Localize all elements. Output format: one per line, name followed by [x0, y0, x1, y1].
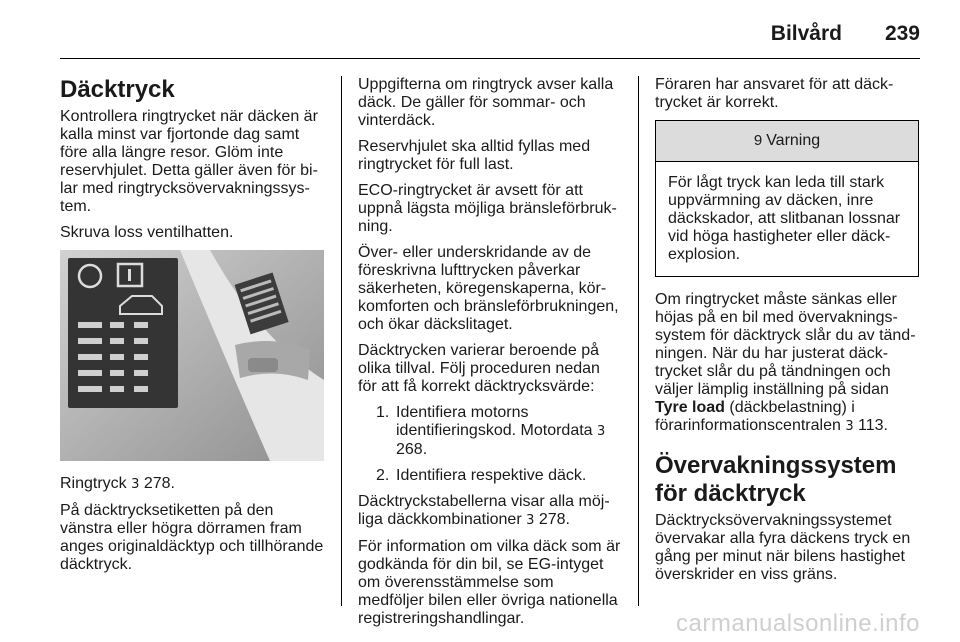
- list-item: 2. Identifiera respektive däck.: [376, 467, 587, 484]
- page-ref-icon: 3: [845, 419, 854, 434]
- paragraph: ECO-ringtrycket är avsett för att uppnå lägsta möjliga bränsleförbrukning.: [358, 182, 617, 235]
- paragraph: Föraren har ansvaret för att däcktrycket är korrekt.: [655, 76, 894, 111]
- paragraph: Däcktryckstabellerna visar alla möjliga däckkombinationer 3 278.: [358, 493, 610, 528]
- paragraph: Kontrollera ringtrycket när däcken är kalla minst var fjortonde dag samt före alla längre resor. Glöm inte reservhjulet. Detta gäller även för bilar med ringtrycksövervakningssystem.: [60, 108, 318, 215]
- warning-triangle-icon: 9: [753, 132, 763, 149]
- paragraph: Över- eller underskridande av de föreskrivna lufttrycken påverkar säkerheten, köregenskaperna, körkomforten och bränsleförbrukningen, och ökar däckslitaget.: [358, 244, 619, 333]
- tire-pressure-label-photo: [60, 250, 324, 461]
- paragraph: Reservhjulet ska alltid fyllas med ringtrycket för full last.: [358, 138, 591, 173]
- warning-header: [656, 121, 918, 162]
- column-1: [60, 76, 324, 582]
- header-rule: [60, 58, 920, 59]
- paragraph: Uppgifterna om ringtryck avser kalla däck. De gäller för sommar- och vinterdäck.: [358, 76, 614, 129]
- page-ref-icon: 3: [597, 424, 606, 439]
- warning-body: [656, 162, 918, 276]
- photo-illustration: [60, 250, 324, 461]
- paragraph: Däcktrycken varierar beroende på olika tillval. Följ proceduren nedan för att få korrekt däcktrycksvärde:: [358, 342, 600, 395]
- paragraph: För information om vilka däck som är godkända för din bil, se EG-intyget om överensstämmelse som medföljer bilen eller övriga nationella registreringshandlingar.: [358, 538, 621, 627]
- warning-text: För lågt tryck kan leda till stark uppvärmning av däcken, inre däckskador, att slitbanan lossnar vid höga hastigheter eller däckexplosion.: [668, 174, 901, 263]
- column-divider: [341, 76, 342, 606]
- column-divider: [638, 76, 639, 606]
- warning-box: [655, 120, 919, 277]
- page-ref-icon: 3: [526, 513, 535, 528]
- paragraph: Skruva loss ventilhatten.: [60, 224, 234, 241]
- paragraph: Däcktrycksövervakningssystemet övervakar alla fyra däckens tryck en gång per minut när bilens hastighet överskrider en viss gräns.: [655, 512, 911, 583]
- warning-title: Varning: [766, 132, 821, 149]
- page-header: [0, 0, 960, 60]
- watermark: carmanualsonline.info: [676, 610, 920, 637]
- list-item: 1. Identifiera motorns identifieringskod. Motordata 3 268.: [376, 404, 606, 458]
- paragraph: På däcktrycksetiketten på den vänstra eller högra dörramen fram anges originaldäcktyp och tillhörande däcktryck.: [60, 502, 324, 573]
- tyre-load-term: Tyre load: [655, 399, 725, 416]
- column-2: [358, 76, 622, 636]
- page-ref-icon: 3: [131, 477, 140, 492]
- section-title: Bilvård: [770, 22, 842, 45]
- heading-tire-pressure: Däcktryck: [60, 76, 175, 103]
- procedure-list: [358, 404, 622, 485]
- heading-tpms: Övervakningssystem för däcktryck: [655, 452, 897, 507]
- page-number: 239: [884, 22, 920, 45]
- column-3: [655, 76, 919, 592]
- paragraph: Om ringtrycket måste sänkas eller höjas på en bil med övervakningssystem för däcktryck slår du av tändningen. När du har justerat däcktrycket slår du på tändningen och väljer lämplig inställning på sidan Tyre load (däckbelastning) i förarinformationscentralen 3 113.: [655, 291, 916, 434]
- caption-reference: Ringtryck 3 278.: [60, 475, 175, 492]
